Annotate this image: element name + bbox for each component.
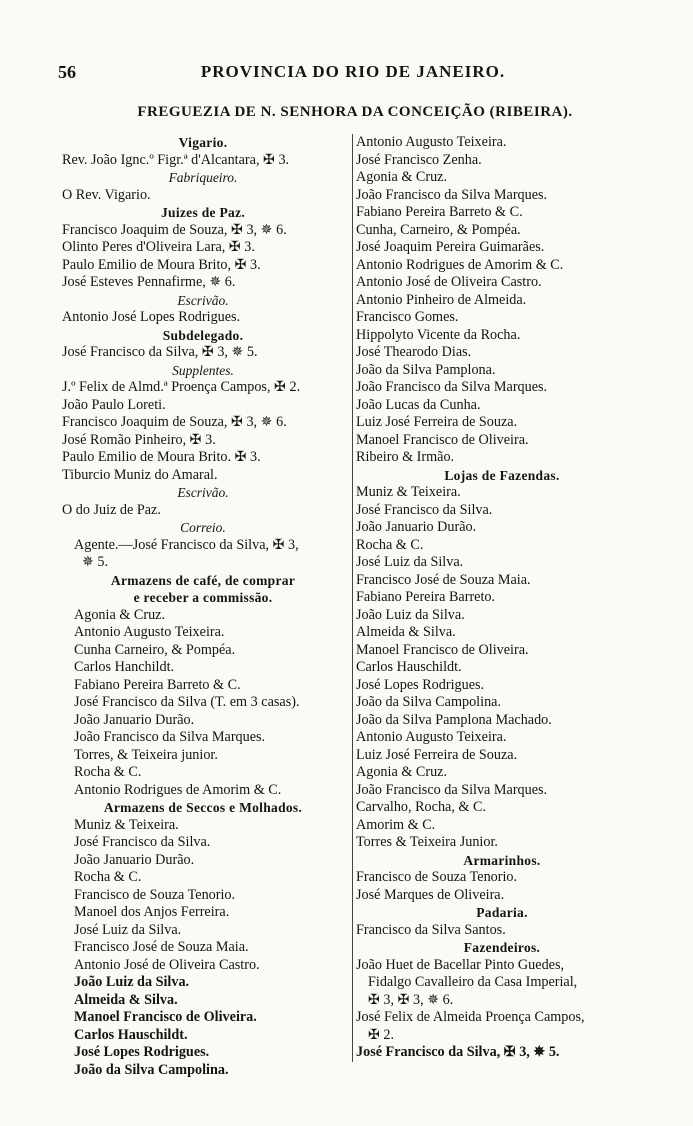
directory-entry: José Francisco da Silva.: [356, 501, 493, 518]
directory-entry: João Januario Durão.: [74, 851, 195, 868]
directory-entry: Carvalho, Rocha, & C.: [356, 799, 487, 815]
directory-entry: Torres & Teixeira Junior.: [356, 834, 498, 850]
directory-entry: Manoel dos Anjos Ferreira.: [74, 904, 230, 920]
directory-entry: Francisco Joaquim de Souza, ✠ 3, ✵ 6.: [62, 221, 287, 238]
directory-entry: Francisco José de Souza Maia.: [74, 939, 249, 955]
section-heading: Armarinhos.: [463, 852, 541, 868]
directory-entry: João da Silva Campolina.: [74, 1061, 229, 1078]
section-heading: Padaria.: [476, 905, 528, 920]
directory-entry: O do Juiz de Paz.: [62, 501, 161, 518]
directory-entry: José Francisco da Silva, ✠ 3, ✵ 5.: [356, 1044, 560, 1060]
directory-entry: José Joaquim Pereira Guimarães.: [356, 239, 545, 255]
directory-entry: Manoel Francisco de Oliveira.: [356, 431, 529, 448]
directory-entry: Antonio Rodrigues de Amorim & C.: [74, 781, 282, 798]
directory-entry: Manoel Francisco de Oliveira.: [356, 641, 529, 658]
directory-entry: João Francisco da Silva Marques.: [74, 729, 266, 745]
directory-entry: Francisco da Silva Santos.: [356, 921, 506, 938]
directory-entry: Almeida & Silva.: [356, 624, 456, 640]
office-heading: Supplentes.: [172, 362, 234, 378]
section-heading: Armazens de café, de comprar: [110, 572, 296, 588]
directory-entry: Rocha & C.: [74, 869, 142, 885]
right-column: [352, 134, 648, 1062]
directory-entry: José Francisco da Silva (T. em 3 casas).: [74, 694, 300, 710]
directory-entry: O Rev. Vigario.: [62, 186, 151, 203]
directory-entry: Olinto Peres d'Oliveira Lara, ✠ 3.: [62, 239, 255, 255]
directory-entry: João Luiz da Silva.: [356, 606, 465, 623]
directory-entry: José Romão Pinheiro, ✠ 3.: [62, 431, 216, 448]
directory-entry: Agente.—José Francisco da Silva, ✠ 3,: [74, 536, 299, 553]
directory-entry: Fabiano Pereira Barreto.: [356, 589, 496, 605]
directory-entry: João da Silva Pamplona.: [356, 361, 496, 378]
directory-entry: Fabiano Pereira Barreto & C.: [356, 204, 523, 220]
directory-entry: João Francisco da Silva Marques.: [356, 379, 548, 395]
directory-entry: João da Silva Pamplona Machado.: [356, 711, 552, 728]
section-heading: Lojas de Fazendas.: [444, 467, 560, 483]
directory-entry: José Luiz da Silva.: [74, 921, 182, 938]
directory-entry: ✠ 3, ✠ 3, ✵ 6.: [368, 991, 454, 1008]
page-number: 56: [58, 62, 76, 82]
directory-entry: Paulo Emilio de Moura Brito. ✠ 3.: [62, 449, 261, 465]
directory-entry: ✠ 2.: [368, 1026, 395, 1043]
directory-entry: Francisco Joaquim de Souza, ✠ 3, ✵ 6.: [62, 414, 287, 430]
directory-entry: Luiz José Ferreira de Souza.: [356, 414, 518, 430]
directory-entry: Carlos Hauschildt.: [356, 659, 462, 675]
directory-entry: Antonio José Lopes Rodrigues.: [62, 309, 241, 325]
directory-entry: José Lopes Rodrigues.: [356, 676, 485, 693]
directory-entry: Francisco de Souza Tenorio.: [74, 886, 236, 903]
running-title: PROVINCIA DO RIO DE JANEIRO.: [200, 62, 506, 81]
directory-entry: Rev. João Ignc.º Figr.ª d'Alcantara, ✠ 3.: [62, 151, 290, 168]
parish-title: FREGUEZIA DE N. SENHORA DA CONCEIÇÃO (RIBEIRA).: [137, 104, 573, 120]
directory-entry: João Lucas da Cunha.: [356, 396, 481, 413]
directory-entry: Almeida & Silva.: [74, 991, 178, 1008]
directory-entry: Fidalgo Cavalleiro da Casa Imperial,: [368, 974, 578, 990]
directory-entry: Antonio Augusto Teixeira.: [356, 134, 507, 150]
directory-entry: José Marques de Oliveira.: [356, 886, 505, 903]
directory-entry: José Thearodo Dias.: [356, 344, 472, 360]
directory-entry: Agonia & Cruz.: [74, 606, 166, 623]
directory-entry: Antonio Augusto Teixeira.: [356, 729, 507, 745]
directory-entry: Muniz & Teixeira.: [74, 816, 179, 833]
directory-entry: Torres, & Teixeira junior.: [74, 746, 218, 763]
directory-entry: Antonio Rodrigues de Amorim & C.: [356, 256, 564, 273]
directory-entry: Rocha & C.: [356, 536, 424, 553]
directory-entry: Carlos Hanchildt.: [74, 659, 175, 675]
office-heading: Correio.: [180, 520, 226, 535]
directory-entry: Cunha, Carneiro, & Pompéa.: [356, 221, 521, 238]
directory-entry: João Luiz da Silva.: [74, 974, 190, 990]
directory-entry: Antonio Pinheiro de Almeida.: [356, 291, 527, 308]
directory-entry: Hippolyto Vicente da Rocha.: [356, 326, 521, 343]
directory-entry: Francisco de Souza Tenorio.: [356, 869, 518, 885]
directory-entry: João Januario Durão.: [356, 519, 477, 535]
directory-entry: Luiz José Ferreira de Souza.: [356, 746, 518, 763]
office-heading: Fabriqueiro.: [168, 170, 238, 185]
directory-entry: Manoel Francisco de Oliveira.: [74, 1009, 257, 1025]
section-heading: Fazendeiros.: [463, 940, 541, 955]
directory-entry: J.º Felix de Almd.ª Proença Campos, ✠ 2.: [62, 379, 301, 395]
directory-entry: Muniz & Teixeira.: [356, 484, 461, 500]
directory-entry: Ribeiro & Irmão.: [356, 449, 455, 465]
directory-entry: Agonia & Cruz.: [356, 764, 448, 780]
directory-entry: José Francisco da Silva.: [74, 834, 211, 850]
directory-entry: Antonio José de Oliveira Castro.: [74, 956, 260, 973]
directory-entry: Rocha & C.: [74, 764, 142, 780]
office-heading: Escrivão.: [177, 292, 229, 308]
directory-entry: João Francisco da Silva Marques.: [356, 186, 548, 203]
left-column: [62, 134, 344, 1079]
directory-entry: Francisco José de Souza Maia.: [356, 571, 531, 588]
directory-entry: ✵ 5.: [82, 554, 109, 570]
directory-entry: Tiburcio Muniz do Amaral.: [62, 466, 218, 483]
directory-entry: João da Silva Campolina.: [356, 694, 502, 710]
directory-entry: João Januario Durão.: [74, 711, 195, 728]
page-header: [58, 62, 648, 84]
section-heading: Vigario.: [178, 135, 228, 150]
directory-entry: Paulo Emilio de Moura Brito, ✠ 3.: [62, 256, 261, 273]
directory-entry: José Luiz da Silva.: [356, 554, 464, 570]
directory-entry: João Francisco da Silva Marques.: [356, 781, 548, 798]
directory-entry: Antonio Augusto Teixeira.: [74, 624, 225, 640]
directory-entry: Agonia & Cruz.: [356, 169, 448, 185]
directory-entry: José Lopes Rodrigues.: [74, 1044, 210, 1060]
directory-entry: Francisco Gomes.: [356, 309, 459, 325]
directory-entry: Cunha Carneiro, & Pompéa.: [74, 641, 236, 658]
directory-entry: Antonio José de Oliveira Castro.: [356, 274, 542, 290]
section-heading: e receber a commissão.: [133, 590, 273, 605]
directory-entry: José Felix de Almeida Proença Campos,: [356, 1009, 585, 1025]
section-heading: Subdelegado.: [162, 327, 244, 343]
directory-entry: José Francisco da Silva, ✠ 3, ✵ 5.: [62, 344, 258, 360]
section-heading: Armazens de Seccos e Molhados.: [103, 800, 303, 815]
directory-entry: Amorim & C.: [356, 816, 436, 833]
office-heading: Escrivão.: [177, 485, 229, 500]
directory-entry: João Huet de Bacellar Pinto Guedes,: [356, 956, 565, 973]
directory-entry: João Paulo Loreti.: [62, 396, 166, 413]
directory-entry: José Esteves Pennafirme, ✵ 6.: [62, 274, 236, 290]
section-heading: Juizes de Paz.: [160, 205, 246, 220]
directory-entry: Carlos Hauschildt.: [74, 1026, 188, 1043]
directory-entry: Fabiano Pereira Barreto & C.: [74, 676, 241, 693]
directory-entry: José Francisco Zenha.: [356, 151, 482, 168]
